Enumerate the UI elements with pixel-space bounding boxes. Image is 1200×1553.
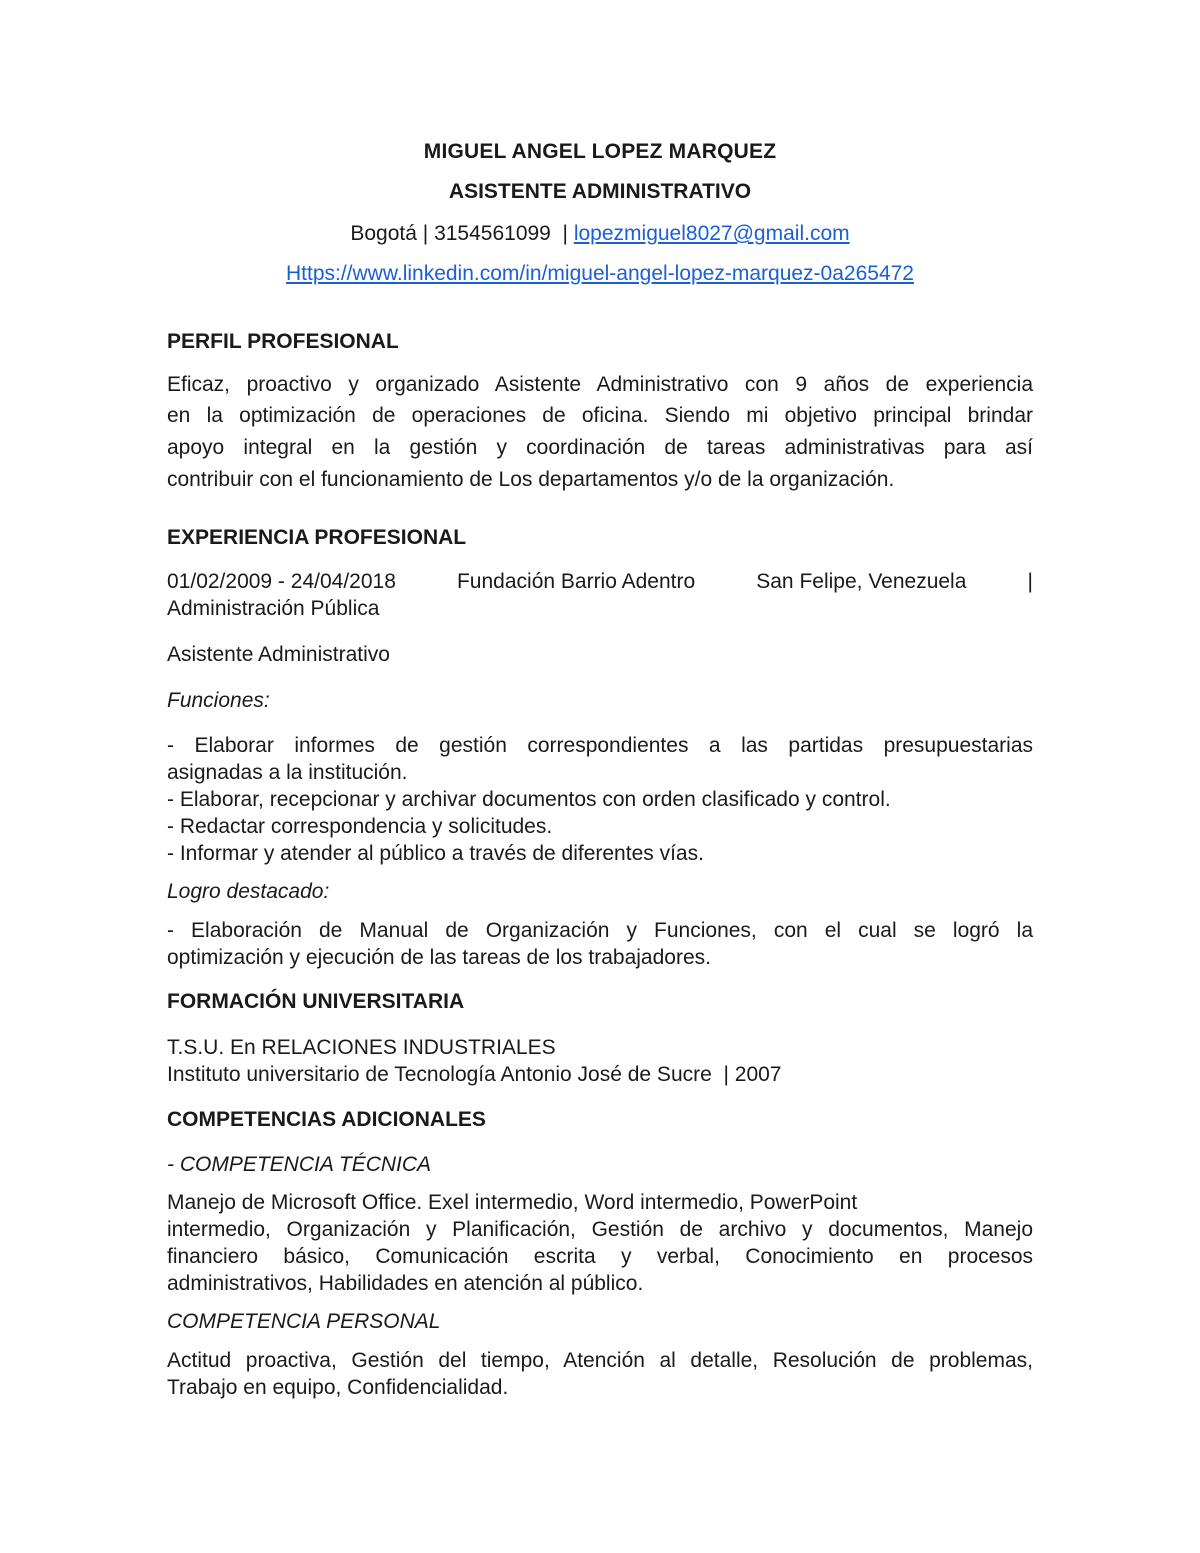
contact-line (167, 222, 1033, 246)
phone: 3154561099 (434, 222, 551, 245)
experience-company: Fundación Barrio Adentro (456, 570, 696, 593)
separator: | (1027, 570, 1033, 593)
profile-line: Eficaz, proactivo y organizado Asistente Administrativo con 9 años de experiencia (167, 373, 1033, 396)
technical-skills-line: Manejo de Microsoft Office. Exel intermedio, Word intermedio, PowerPoint (167, 1191, 858, 1214)
linkedin-link[interactable]: Https://www.linkedin.com/in/miguel-angel-lopez-marquez-0a265472 (286, 262, 914, 285)
function-item: - Elaborar informes de gestión correspondientes a las partidas presupuestarias (167, 734, 1033, 757)
achievement-label: Logro destacado: (167, 880, 330, 903)
education-degree: T.S.U. En RELACIONES INDUSTRIALES (167, 1036, 556, 1059)
technical-skills-line: administrativos, Habilidades en atención al público. (167, 1272, 644, 1295)
experience-dates: 01/02/2009 - 24/04/2018 (167, 570, 396, 593)
email-link[interactable]: lopezmiguel8027@gmail.com (573, 222, 850, 245)
achievement-item: optimización y ejecución de las tareas de los trabajadores. (167, 946, 711, 969)
personal-skills-line: Trabajo en equipo, Confidencialidad. (167, 1376, 509, 1399)
experience-heading: EXPERIENCIA PROFESIONAL (167, 526, 467, 549)
education-year: 2007 (734, 1063, 782, 1086)
functions-label: Funciones: (167, 689, 270, 712)
experience-sector: Administración Pública (167, 597, 380, 620)
personal-skills-label: COMPETENCIA PERSONAL (167, 1310, 441, 1333)
education-institution-line (167, 1063, 781, 1087)
profile-line: apoyo integral en la gestión y coordinación de tareas administrativas para así (167, 436, 1033, 459)
separator: | (556, 222, 574, 245)
achievement-item: - Elaboración de Manual de Organización y Funciones, con el cual se logró la (167, 919, 1033, 942)
function-item: - Elaborar, recepcionar y archivar documentos con orden clasificado y control. (167, 788, 891, 811)
job-title: ASISTENTE ADMINISTRATIVO (448, 180, 752, 203)
function-item: asignadas a la institución. (167, 761, 408, 784)
profile-heading: PERFIL PROFESIONAL (167, 330, 399, 353)
full-name: MIGUEL ANGEL LOPEZ MARQUEZ (423, 140, 777, 163)
technical-skills-line: financiero básico, Comunicación escrita y verbal, Conocimiento en procesos (167, 1245, 1033, 1268)
technical-skills-line: intermedio, Organización y Planificación, Gestión de archivo y documentos, Manejo (167, 1218, 1033, 1241)
experience-entry-row (167, 570, 1033, 594)
function-item: - Informar y atender al público a través de diferentes vías. (167, 842, 704, 865)
function-item: - Redactar correspondencia y solicitudes. (167, 815, 553, 838)
separator: | (422, 222, 435, 245)
linkedin-line (167, 262, 1033, 286)
profile-line: contribuir con el funcionamiento de Los departamentos y/o de la organización. (167, 468, 895, 491)
profile-line: en la optimización de operaciones de oficina. Siendo mi objetivo principal brindar (167, 404, 1033, 427)
separator: | (717, 1063, 735, 1086)
city: Bogotá (350, 222, 417, 245)
education-institution: Instituto universitario de Tecnología Antonio José de Sucre (167, 1063, 712, 1086)
personal-skills-line: Actitud proactiva, Gestión del tiempo, Atención al detalle, Resolución de problemas, (167, 1349, 1033, 1372)
technical-skills-label: - COMPETENCIA TÉCNICA (167, 1153, 432, 1176)
skills-heading: COMPETENCIAS ADICIONALES (167, 1108, 486, 1131)
experience-position: Asistente Administrativo (167, 643, 390, 666)
experience-location: San Felipe, Venezuela (756, 570, 967, 593)
education-heading: FORMACIÓN UNIVERSITARIA (167, 990, 465, 1013)
